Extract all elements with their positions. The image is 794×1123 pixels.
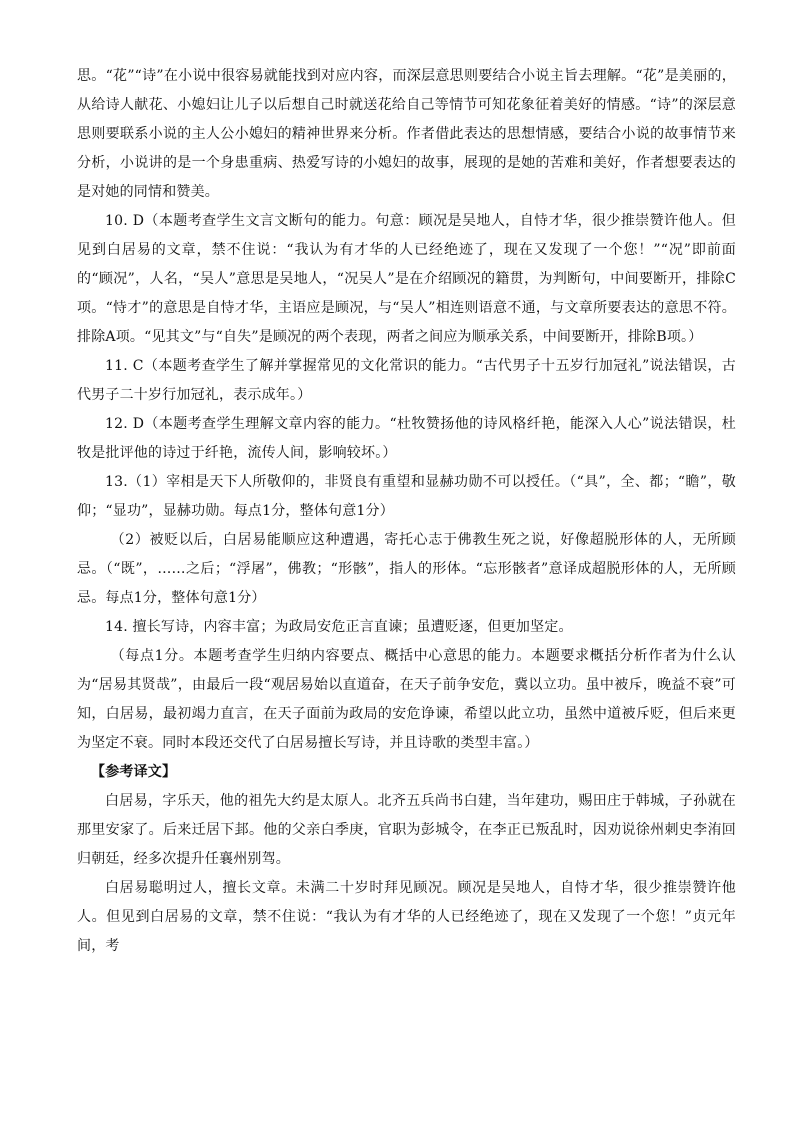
translation-heading: 【参考译文】 [91,764,177,780]
answer-13-part-1: 13.（1）宰相是天下人所敬仰的，非贤良有重望和显赫功勋不可以授任。（“具”，全、都；“瞻”，敬仰；“显功”，显赫功勋。每点1分，整体句意1分） [77,474,736,519]
translation-paragraph-2: 白居易聪明过人，擅长文章。未满二十岁时拜见顾况。顾况是吴地人，自恃才华，很少推崇赞许他人。但见到白居易的文章，禁不住说：“我认为有才华的人已经绝迹了，现在又发现了一个您！”贞元年间，考 [77,880,736,954]
translation-paragraph-1: 白居易，字乐天，他的祖先大约是太原人。北齐五兵尚书白建，当年建功，赐田庄于韩城，子孙就在那里安家了。后来迁居下邽。他的父亲白季庚，官职为彭城令，在李正已叛乱时，因劝说徐州刺史李洧回归朝廷，经多次提升任襄州别驾。 [77,793,736,867]
answer-13-part-2: （2）被贬以后，白居易能顺应这种遭遇，寄托心志于佛教生死之说，好像超脱形体的人，无所顾忌。（“既”，……之后；“浮屠”，佛教；“形骸”，指人的形体。“忘形骸者”意译成超脱形体的人，无所顾忌。每点1分，整体句意1分） [77,532,736,606]
answer-12: 12. D（本题考查学生理解文章内容的能力。“杜牧赞扬他的诗风格纤艳，能深入人心”说法错误，杜牧是批评他的诗过于纤艳，流传人间，影响较坏。） [77,416,736,461]
answer-14: 14. 擅长写诗，内容丰富；为政局安危正言直谏；虽遭贬逐，但更加坚定。 [105,619,573,635]
answer-10: 10. D（本题考查学生文言文断句的能力。句意：顾况是吴地人，自恃才华，很少推崇赞许他人。但见到白居易的文章，禁不住说：“我认为有才华的人已经绝迹了，现在又发现了一个您！”“况”即前面的“顾况”，人名，“吴人”意思是吴地人，“况吴人”是在介绍顾况的籍贯，为判断句，中间要断开，排除C项。“恃才”的意思是自恃才华，主语应是顾况，与“吴人”相连则语意不通，与文章所要表达的意思不符。排除A项。“见其文”与“自失”是顾况的两个表现，两者之间应为顺承关系，中间要断开，排除B项。） [77,213,736,345]
answer-14-explanation: （每点1分。本题考查学生归纳内容要点、概括中心意思的能力。本题要求概括分析作者为什么认为“居易其贤哉”，由最后一段“观居易始以直道奋，在天子前争安危，冀以立功。虽中被斥，晚益不衰”可知，白居易，最初竭力直言，在天子面前为政局的安危诤谏，希望以此立功，虽然中道被斥贬，但后来更为坚定不衰。同时本段还交代了白居易擅长写诗，并且诗歌的类型丰富。） [77,648,736,751]
answer-11: 11. C（本题考查学生了解并掌握常见的文化常识的能力。“古代男子十五岁行加冠礼”说法错误，古代男子二十岁行加冠礼，表示成年。） [77,358,736,403]
paragraph-continuation: 思。“花”“诗”在小说中很容易就能找到对应内容，而深层意思则要结合小说主旨去理解。“花”是美丽的，从给诗人献花、小媳妇让儿子以后想自己时就送花给自己等情节可知花象征着美好的情感。“诗”的深层意思则要联系小说的主人公小媳妇的精神世界来分析。作者借此表达的思想情感，要结合小说的故事情节来分析，小说讲的是一个身患重病、热爱写诗的小媳妇的故事，展现的是她的苦难和美好，作者想要表达的是对她的同情和赞美。 [77,68,736,200]
